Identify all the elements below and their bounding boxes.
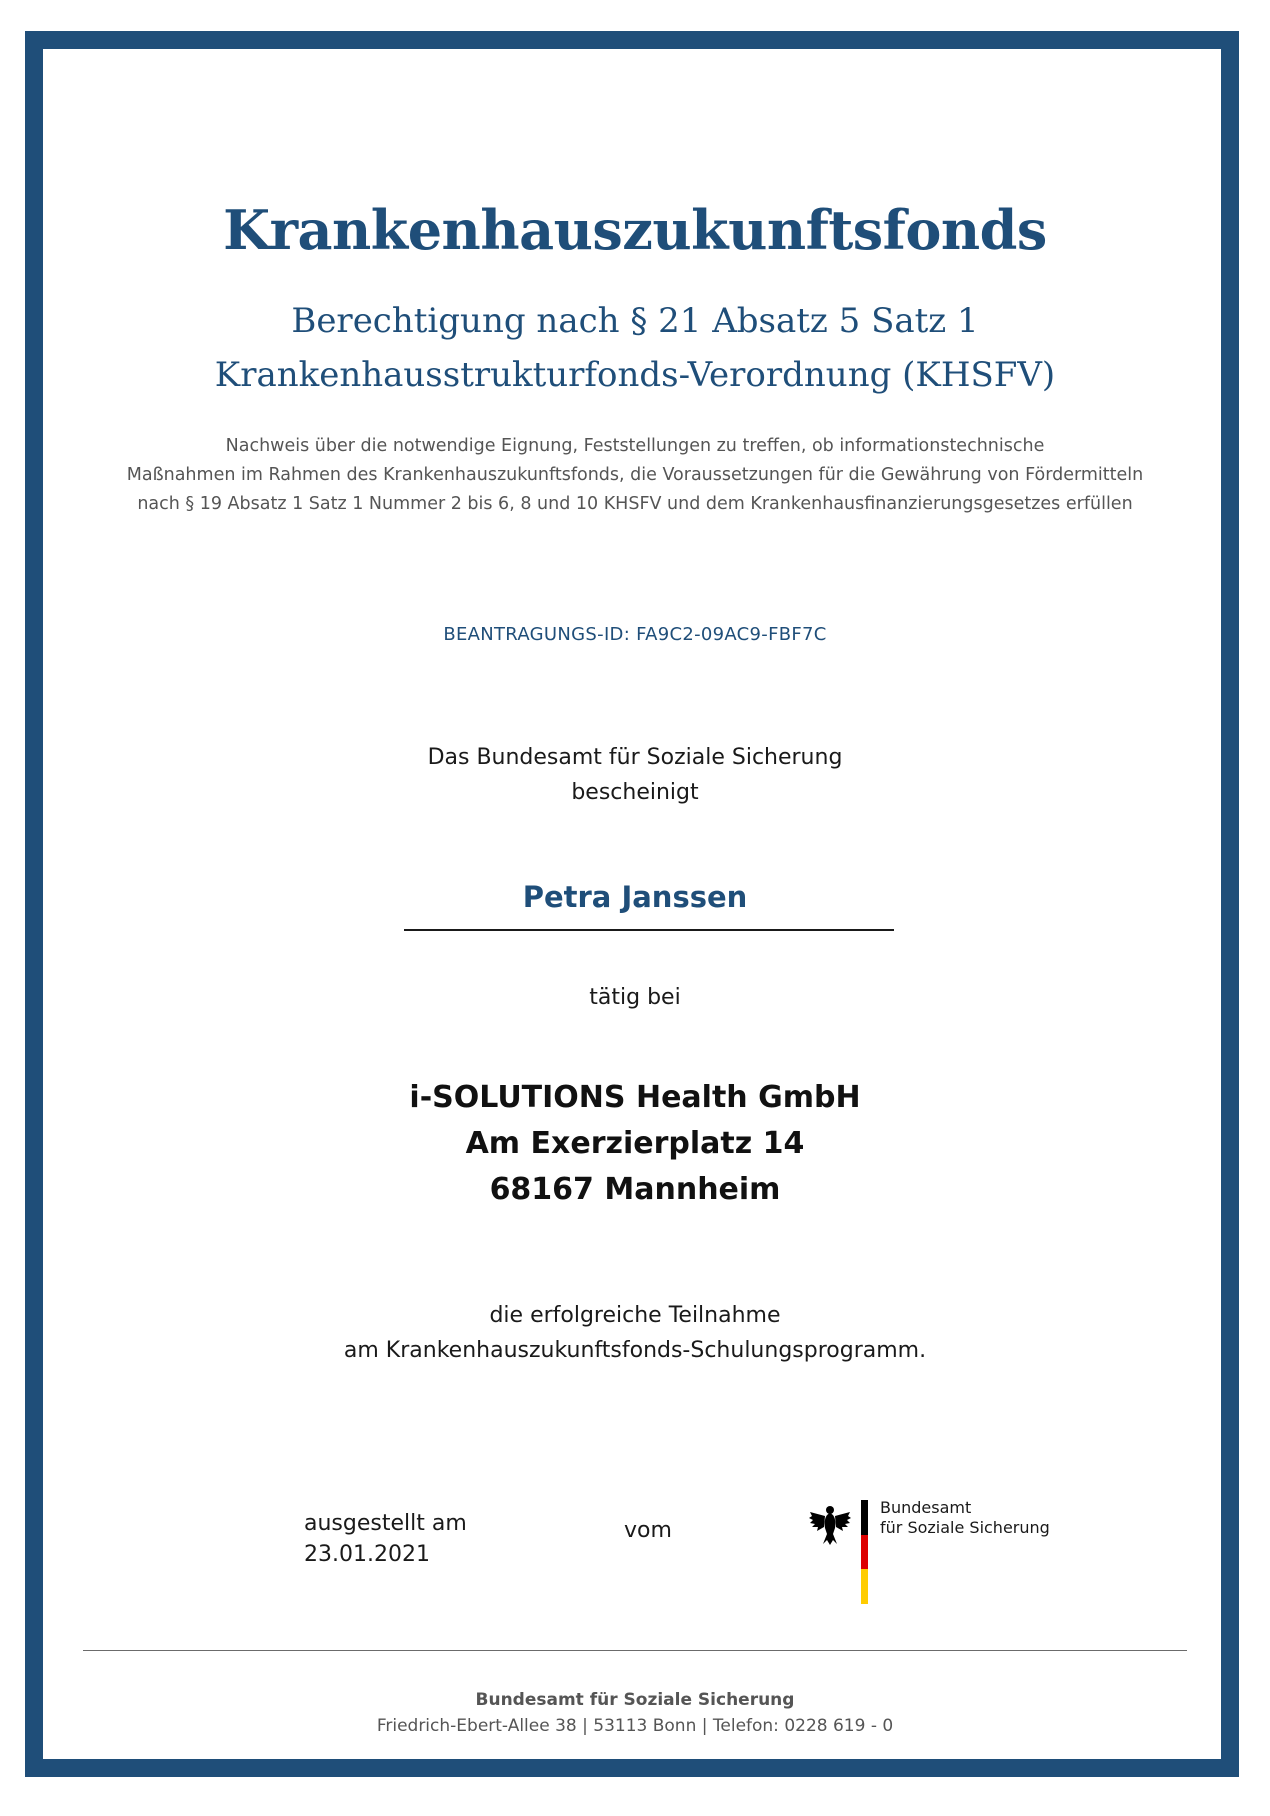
flag-bar xyxy=(861,1500,868,1604)
employed-at-label: tätig bei xyxy=(589,985,681,1010)
result-line-2: am Krankenhauszukunftsfonds-Schulungsprogramm. xyxy=(343,1338,927,1363)
flag-gold-stripe xyxy=(861,1569,868,1604)
footer-address: Friedrich-Ebert-Allee 38 | 53113 Bonn | Telefon: 0228 619 - 0 xyxy=(376,1716,894,1736)
issued-date: 23.01.2021 xyxy=(304,1542,430,1567)
subtitle-line-2: Krankenhausstrukturfonds-Verordnung (KHSFV) xyxy=(214,355,1056,395)
description-line-2: Maßnahmen im Rahmen des Krankenhauszukunftsfonds, die Voraussetzungen für die Gewährung von Fördermitteln xyxy=(126,465,1144,485)
result-statement xyxy=(0,1298,1270,1368)
company-city: 68167 Mannheim xyxy=(489,1172,781,1207)
logo-line-2: für Soziale Sicherung xyxy=(880,1518,1050,1537)
subtitle-line-1: Berechtigung nach § 21 Absatz 5 Satz 1 xyxy=(291,301,979,341)
federal-eagle-icon xyxy=(808,1504,852,1546)
flag-black-stripe xyxy=(861,1500,868,1535)
issuer-statement xyxy=(0,740,1270,810)
description-line-1: Nachweis über die notwendige Eignung, Feststellungen zu treffen, ob informationstechnische xyxy=(225,436,1045,456)
recipient-name: Petra Janssen xyxy=(522,880,748,914)
description-line-3: nach § 19 Absatz 1 Satz 1 Nummer 2 bis 6, 8 und 10 KHSFV und dem Krankenhausfinanzierungsgesetzes erfüllen xyxy=(137,494,1133,514)
footer-organization: Bundesamt für Soziale Sicherung xyxy=(475,1690,795,1710)
bas-logo xyxy=(808,1500,1068,1610)
issued-label: ausgestellt am xyxy=(304,1511,467,1536)
certificate-title: Krankenhauszukunftsfonds xyxy=(223,198,1047,262)
footer-divider xyxy=(83,1650,1187,1651)
issuer-line-2: bescheinigt xyxy=(571,780,699,805)
from-label: vom xyxy=(624,1518,672,1543)
name-underline xyxy=(404,929,894,931)
company-address xyxy=(0,1075,1270,1213)
logo-text xyxy=(880,1498,1050,1538)
company-name: i-SOLUTIONS Health GmbH xyxy=(409,1080,861,1115)
flag-red-stripe xyxy=(861,1535,868,1570)
issued-block xyxy=(304,1508,467,1570)
certificate-subtitle xyxy=(0,294,1270,402)
application-id: BEANTRAGUNGS-ID: FA9C2-09AC9-FBF7C xyxy=(443,624,827,645)
result-line-1: die erfolgreiche Teilnahme xyxy=(489,1303,781,1328)
logo-line-1: Bundesamt xyxy=(880,1498,972,1517)
company-street: Am Exerzierplatz 14 xyxy=(465,1126,805,1161)
certificate-description xyxy=(0,432,1270,519)
issuer-line-1: Das Bundesamt für Soziale Sicherung xyxy=(427,745,843,770)
